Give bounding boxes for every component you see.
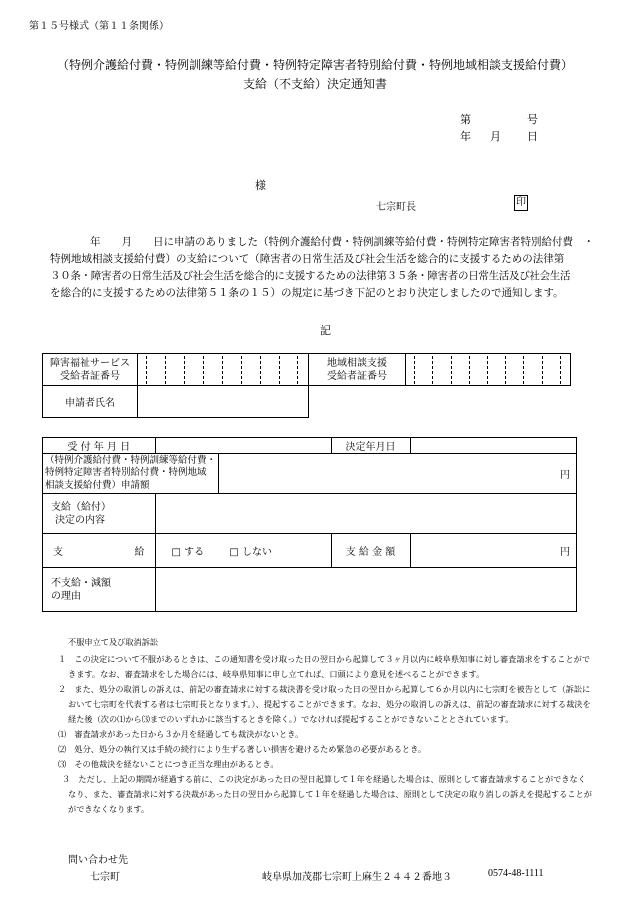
title-line-2: 支給（不支給）決定通知書 <box>242 77 387 91</box>
payment-label: 支 給 <box>43 534 156 568</box>
contact-address: 岐阜県加茂郡七宗町上麻生２４４２番地３ <box>262 872 452 883</box>
seal-mark: 印 <box>514 195 528 211</box>
date-day: 日 <box>527 130 538 143</box>
form-number: 第１５号様式（第１１条関係） <box>29 21 169 32</box>
consult-cert-label: 地域相談支援 受給者証番号 <box>309 354 406 386</box>
reason-field[interactable] <box>155 568 577 612</box>
note-line: １ この決定について不服があるときは、この通知書を受け取った日の翌日から起算して３ヶ月以内に岐阜県知事に対し審査請求をすることがで <box>58 654 591 664</box>
decision-content-field[interactable] <box>155 494 577 534</box>
issuer: 七宗町長 <box>376 202 416 213</box>
note-line: ⑴ 審査請求があった日から３か月を経過しても裁決がないとき。 <box>58 729 304 739</box>
note-line: ３ ただし、上記の期間が経過する前に、この決定があった日の翌日起算して１年を経過した場合は、原則として審査請求することができなく <box>62 774 586 784</box>
note-line: なり、また、審査請求に対する決裁があった日の翌日から起算して１年を経過した場合は、原則として決定の取り消しの訴えを提起することが <box>68 789 592 799</box>
body-text <box>50 234 594 302</box>
payment-options <box>155 534 331 568</box>
applicant-name-field[interactable] <box>138 386 309 418</box>
note-line: 経た後（次の⑴から⑶までのいずれかに該当するときを除く。）でなければ提起することができないこととされています。 <box>68 714 514 724</box>
certificate-table <box>42 353 571 418</box>
doc-number-suffix: 号 <box>527 113 538 126</box>
date-month: 月 <box>490 130 501 143</box>
yen-unit: 円 <box>560 547 570 558</box>
ki-heading: 記 <box>320 324 331 337</box>
receipt-date-label: 受 付 年 月 日 <box>43 438 156 454</box>
title-line-1: （特例介護給付費・特例訓練等給付費・特例特定障害者特別給付費・特例地域相談支援給付費） <box>56 58 573 72</box>
body-line: を総合的に支援するための法律第５１条の１５）の規定に基づき下記のとおり決定しましたので通知します。 <box>50 287 564 299</box>
service-cert-number-field[interactable] <box>138 354 309 386</box>
option-yes-checkbox[interactable]: □ する <box>171 547 205 558</box>
body-line: 特例地域相談支援給付費）の支給について（障害者の日常生活及び社会生活を総合的に支援するための法律第 <box>50 253 565 265</box>
note-line: ⑶ その他裁決を経ないことにつき正当な理由があるとき。 <box>58 759 279 769</box>
application-amount-label: （特例介護給付費・特例訓練等給付費・ 特例特定障害者特別給付費・特例地域 相談支援給付費）申請額 <box>43 454 219 494</box>
reason-label: 不支給・減額 の理由 <box>43 568 156 612</box>
applicant-name-label: 申請者氏名 <box>43 386 138 418</box>
note-line: きます。なお、審査請求をした場合には、岐阜県知事に申し立てれば、口頭により意見を述べることができます。 <box>68 669 485 679</box>
option-no-checkbox[interactable]: □ しない <box>229 547 272 558</box>
payment-amount-label: 支 給 金 額 <box>331 534 410 568</box>
body-line: ３０条・障害者の日常生活及び社会生活を総合的に支援するための法律第３５条・障害者の日常生活及び社会生活 <box>50 270 571 282</box>
payment-amount-field[interactable] <box>410 534 576 568</box>
notes-title: 不服申立て及び取消訴訟 <box>68 637 159 647</box>
decision-table <box>42 437 577 612</box>
decision-content-label: 支給（給付） 決定の内容 <box>43 494 156 534</box>
note-line: ができなくなります。 <box>68 804 150 814</box>
consult-cert-number-field[interactable] <box>406 354 571 386</box>
note-line: おいて七宗町を代表する者は七宗町長となります。）、提起することができます。なお、処分の取消しの訴えは、前記の審査請求に対する裁決を <box>68 699 591 709</box>
doc-number-prefix: 第 <box>460 113 471 126</box>
service-cert-label: 障害福祉サービス 受給者証番号 <box>43 354 138 386</box>
contact-name: 七宗町 <box>90 872 120 883</box>
date-year: 年 <box>460 130 471 143</box>
contact-phone: 0574-48-1111 <box>488 868 544 879</box>
note-line: ⑵ 処分、処分の執行又は手続の続行により生ずる著しい損害を避けるため緊急の必要があるとき。 <box>58 744 427 754</box>
addressee-suffix: 様 <box>255 179 266 192</box>
note-line: ２ また、処分の取消しの訴えは、前記の審査請求に対する裁決書を受け取った日の翌日から起算して６か月以内に七宗町を被告として（訴訟に <box>58 684 591 694</box>
application-amount-field[interactable] <box>219 454 577 494</box>
contact-label: 問い合わせ先 <box>68 855 128 866</box>
body-line: 年 月 日に申請のありました（特例介護給付費・特例訓練等給付費・特例特定障害者特別給付費 ・ <box>90 236 594 248</box>
receipt-date-field[interactable] <box>155 438 219 454</box>
decision-date-label: 決定年月日 <box>331 438 410 454</box>
yen-unit: 円 <box>560 470 570 481</box>
decision-date-field[interactable] <box>410 438 576 454</box>
